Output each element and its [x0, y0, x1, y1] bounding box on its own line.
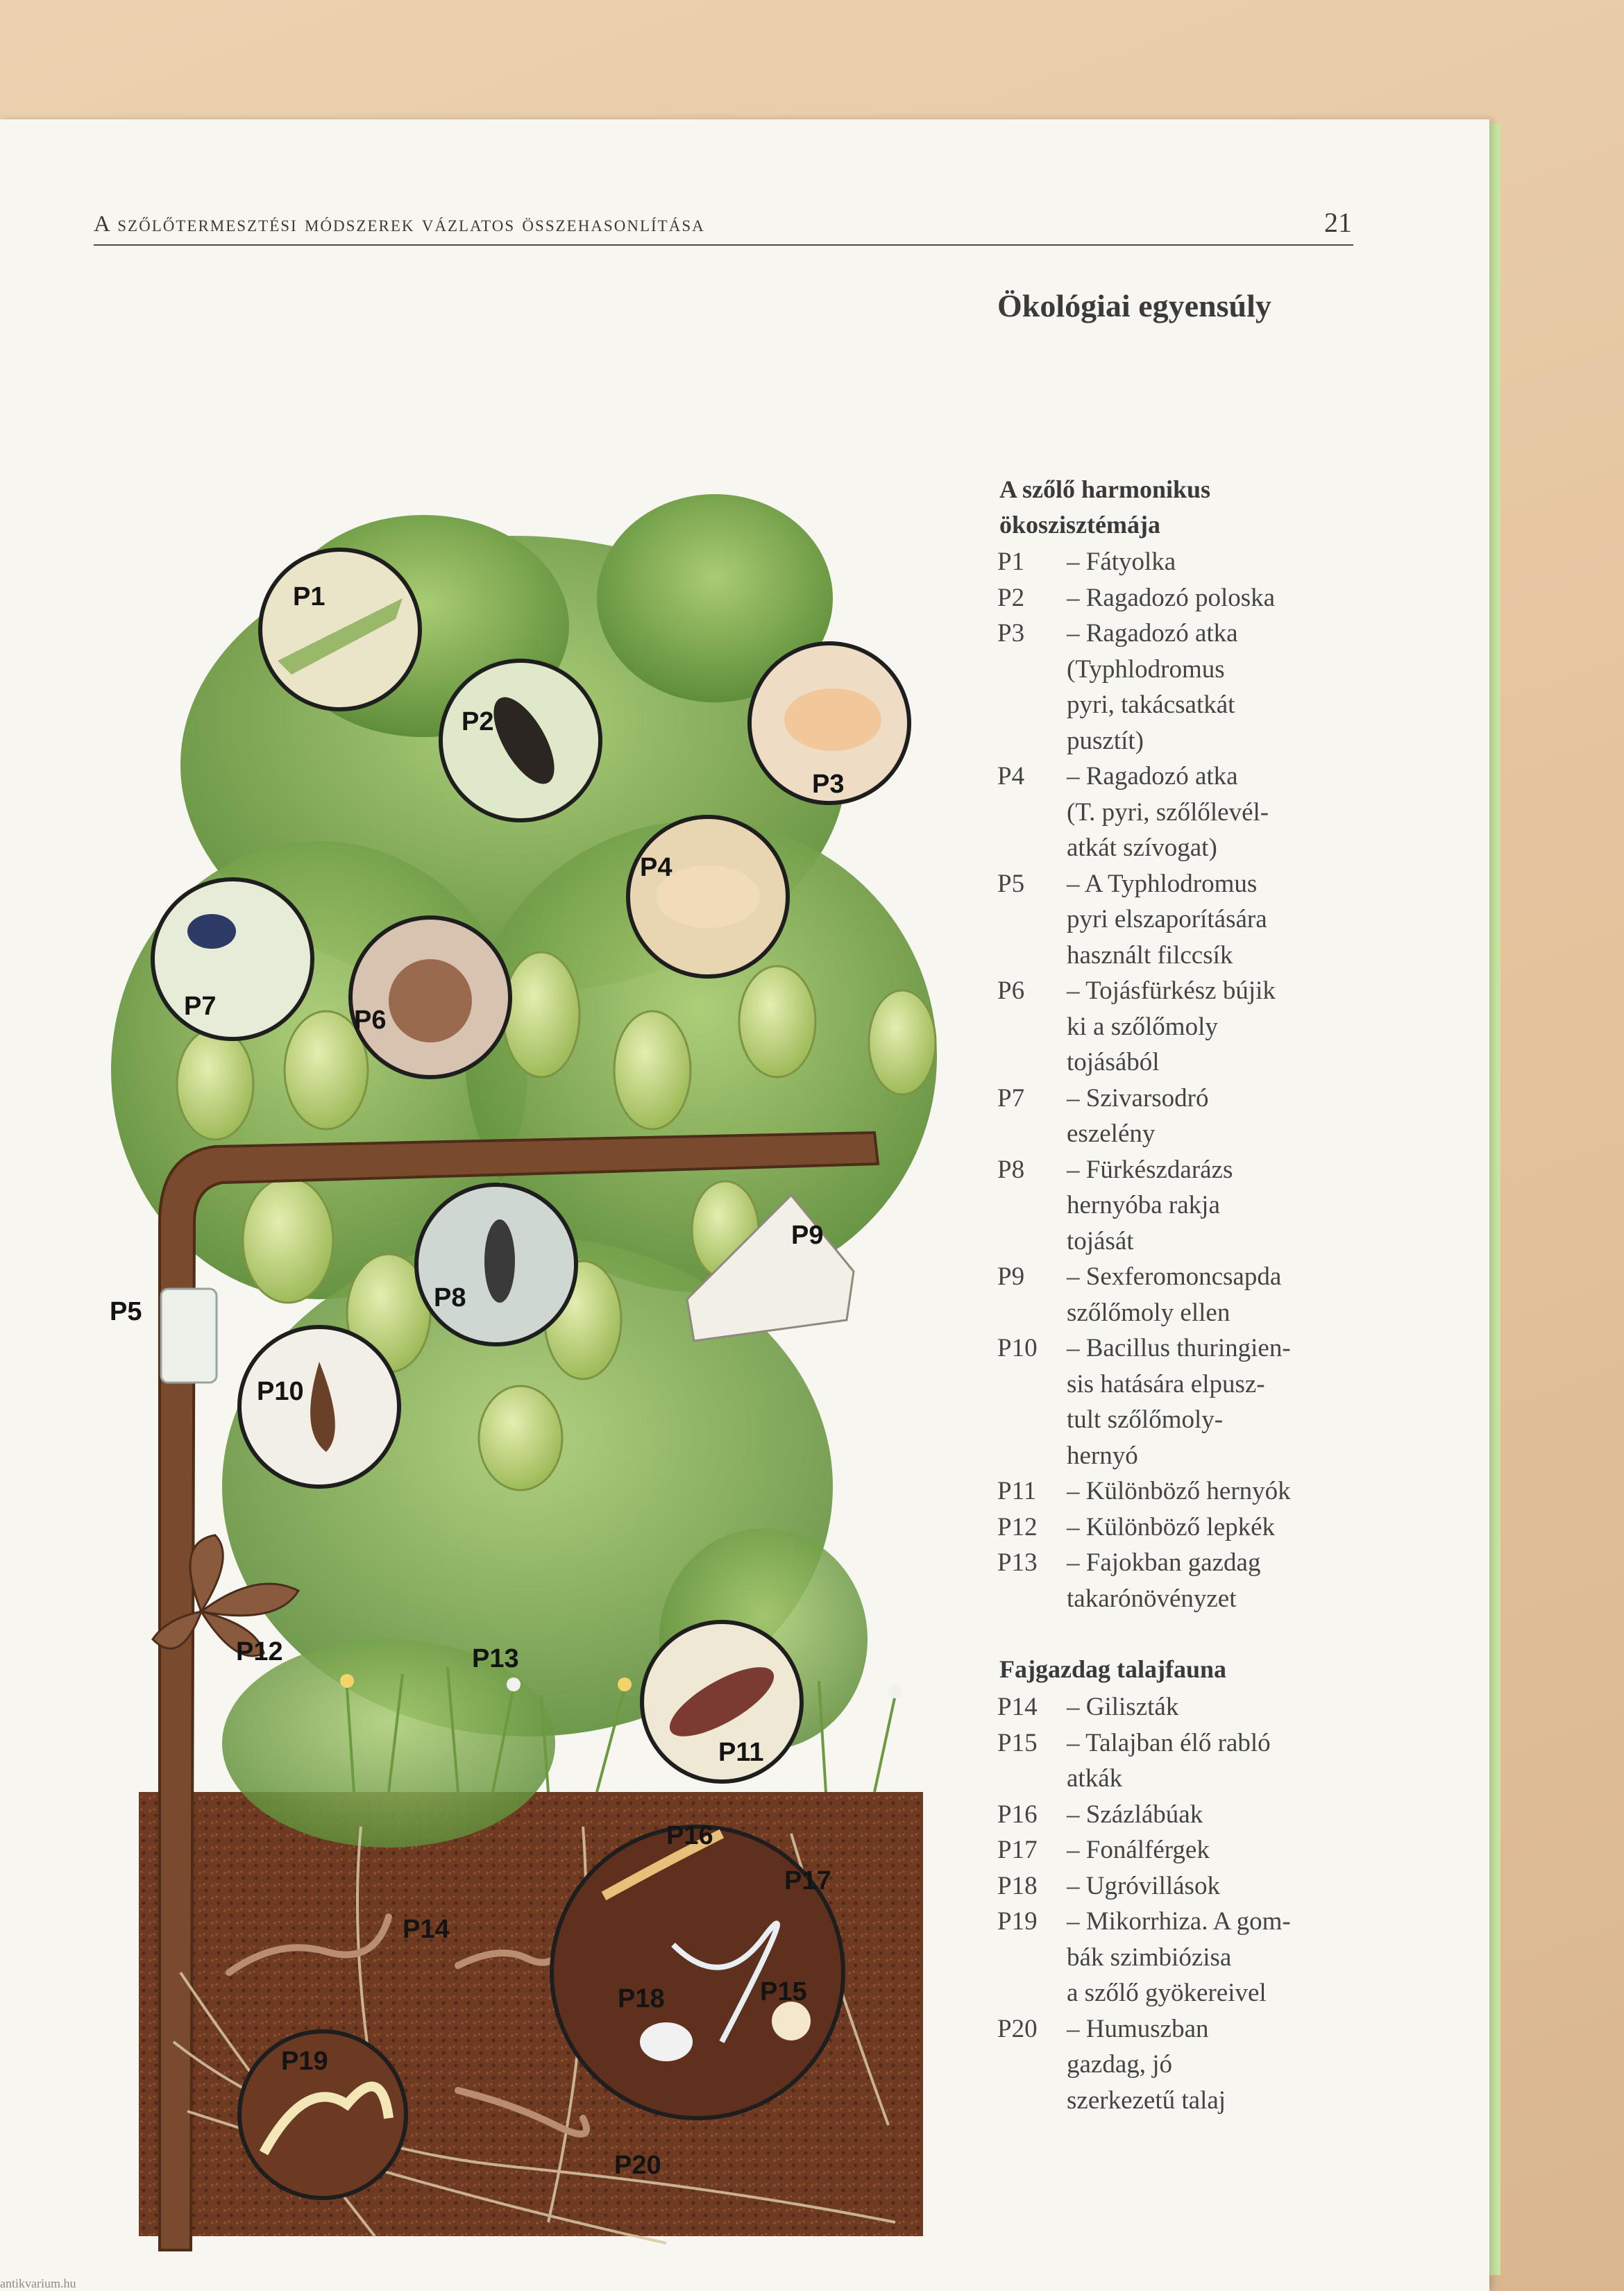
- legend-heading-1: [999, 472, 1210, 543]
- legend-code: P2: [997, 583, 1025, 612]
- legend-code: P3: [997, 619, 1025, 648]
- legend-description: [1067, 1330, 1386, 1473]
- legend-description-line: – Ugróvillások: [1067, 1871, 1220, 1900]
- legend-code: P11: [997, 1477, 1037, 1505]
- legend-item: [997, 759, 1386, 866]
- running-header: [94, 207, 1353, 246]
- legend-description: [1067, 1689, 1386, 1725]
- legend-item: [997, 1689, 1386, 1725]
- legend-description-line: (Typhlodromus: [1067, 654, 1225, 684]
- legend-description: [1067, 1832, 1386, 1868]
- label-p20: P20: [614, 2151, 661, 2180]
- label-p13: P13: [472, 1644, 519, 1673]
- legend-description: [1067, 1904, 1386, 2011]
- egg-parasitoid-icon: [389, 959, 472, 1042]
- felt-strip-band: [161, 1289, 217, 1383]
- label-p10: P10: [257, 1377, 304, 1406]
- legend-description: [1067, 2011, 1386, 2119]
- label-p4: P4: [640, 853, 673, 882]
- legend-description-line: a szőlő gyökereivel: [1067, 1979, 1267, 2007]
- legend-item: [997, 1797, 1386, 1833]
- legend-item: [997, 616, 1386, 759]
- label-p17: P17: [784, 1866, 831, 1895]
- legend-code: P15: [997, 1728, 1038, 1757]
- weevil-icon: [187, 914, 236, 949]
- label-p8: P8: [434, 1283, 466, 1312]
- vineyard-ecosystem-illustration: [97, 446, 944, 2257]
- label-p15: P15: [760, 1977, 807, 2006]
- legend-code: P1: [997, 548, 1025, 576]
- legend-description-line: atkák: [1067, 1764, 1123, 1793]
- legend-description-line: tojását: [1067, 1226, 1134, 1256]
- legend-description-line: gazdag, jó: [1067, 2050, 1173, 2079]
- legend-description-line: – Giliszták: [1067, 1693, 1179, 1721]
- legend-heading-2: [999, 1652, 1226, 1687]
- legend-description-line: hernyó: [1067, 1441, 1138, 1470]
- legend-description: [1067, 616, 1386, 759]
- legend-description-line: szőlőmoly ellen: [1067, 1298, 1230, 1327]
- legend-code: P10: [997, 1334, 1038, 1362]
- legend-item: [997, 1545, 1386, 1616]
- legend-description-line: pusztít): [1067, 726, 1144, 755]
- legend-code: P12: [997, 1512, 1038, 1541]
- legend-code: P16: [997, 1800, 1038, 1829]
- legend-code: P19: [997, 1907, 1038, 1936]
- legend-item: [997, 580, 1386, 616]
- legend-item: [997, 1868, 1386, 1904]
- legend-description-line: – Különböző lepkék: [1067, 1512, 1276, 1541]
- legend-description: [1067, 1081, 1386, 1152]
- legend-code: P13: [997, 1548, 1038, 1577]
- legend-item: [997, 1330, 1386, 1473]
- legend-description: [1067, 1797, 1386, 1833]
- legend-description-line: – Humuszban: [1067, 2014, 1209, 2043]
- legend-description-line: szerkezetű talaj: [1067, 2086, 1226, 2115]
- soil-mite-icon: [772, 2002, 811, 2040]
- label-p18: P18: [618, 1984, 665, 2013]
- legend-description-line: – Ragadozó atka: [1067, 619, 1238, 648]
- label-p14: P14: [403, 1915, 450, 1944]
- legend-description: [1067, 580, 1386, 616]
- springtail-icon: [640, 2022, 693, 2061]
- legend-code: P7: [997, 1083, 1025, 1113]
- legend-item: [997, 1473, 1386, 1510]
- legend-item: [997, 1904, 1386, 2011]
- legend-description: [1067, 1473, 1386, 1510]
- legend-description: [1067, 1510, 1386, 1546]
- legend-description-line: használt filccsík: [1067, 940, 1233, 970]
- legend-description-line: – A Typhlodromus: [1067, 869, 1258, 898]
- legend-description-line: – Fürkészdarázs: [1067, 1155, 1233, 1184]
- legend-code: P4: [997, 762, 1025, 791]
- legend-description-line: – Fajokban gazdag: [1067, 1548, 1261, 1577]
- legend-description-line: – Tojásfürkész bújik: [1067, 977, 1276, 1005]
- label-p5: P5: [110, 1297, 142, 1326]
- legend-description: [1067, 1868, 1386, 1904]
- legend-description-line: bák szimbiózisa: [1067, 1943, 1232, 1972]
- legend-description-line: – Szivarsodró: [1067, 1083, 1209, 1113]
- wasp-icon: [484, 1219, 515, 1303]
- legend-description-line: pyri elszaporítására: [1067, 905, 1267, 933]
- legend-item: [997, 866, 1386, 974]
- legend-list-2: [997, 1689, 1386, 2118]
- label-p3: P3: [812, 770, 845, 799]
- legend-description-line: sis hatására elpusz-: [1067, 1369, 1265, 1398]
- legend-code: P17: [997, 1836, 1038, 1864]
- legend-list-1: [997, 544, 1386, 1616]
- legend-description: [1067, 1545, 1386, 1616]
- legend-description-line: – Ragadozó atka: [1067, 762, 1238, 791]
- legend-description: [1067, 1725, 1386, 1797]
- label-p12: P12: [236, 1637, 283, 1666]
- legend-description-line: – Fátyolka: [1067, 548, 1176, 576]
- legend-code: P14: [997, 1693, 1038, 1721]
- legend-description-line: atkát szívogat): [1067, 834, 1217, 862]
- label-p9: P9: [791, 1221, 824, 1250]
- page-number: 21: [1324, 207, 1352, 238]
- legend-item: [997, 1725, 1386, 1797]
- label-p2: P2: [462, 707, 494, 736]
- legend-description-line: tojásából: [1067, 1048, 1160, 1076]
- legend-description: [1067, 866, 1386, 974]
- legend-description: [1067, 1259, 1386, 1330]
- legend-description-line: – Sexferomoncsapda: [1067, 1262, 1282, 1291]
- section-title: Ökológiai egyensúly: [997, 288, 1271, 323]
- label-p16: P16: [666, 1821, 713, 1850]
- legend-description-line: (T. pyri, szőlőlevél-: [1067, 797, 1269, 827]
- label-p11: P11: [718, 1738, 764, 1767]
- running-header-title: A szőlőtermesztési módszerek vázlatos összehasonlítása: [94, 212, 705, 237]
- legend-heading-1-line2: ökoszisztémája: [999, 511, 1160, 539]
- legend-description: [1067, 759, 1386, 866]
- legend-item: [997, 1510, 1386, 1546]
- legend-heading-2-line1: Fajgazdag talajfauna: [999, 1655, 1226, 1683]
- legend-description-line: – Mikorrhiza. A gom-: [1067, 1907, 1291, 1936]
- legend-description-line: – Százlábúak: [1067, 1800, 1203, 1829]
- legend-description-line: hernyóba rakja: [1067, 1191, 1220, 1219]
- legend-item: [997, 1152, 1386, 1260]
- legend-description: [1067, 1152, 1386, 1260]
- legend-code: P18: [997, 1871, 1038, 1900]
- legend-description-line: ki a szőlőmoly: [1067, 1012, 1218, 1041]
- legend-description-line: eszelény: [1067, 1119, 1156, 1148]
- legend-item: [997, 2011, 1386, 2119]
- legend-item: [997, 544, 1386, 580]
- label-p7: P7: [184, 992, 217, 1021]
- legend-description-line: – Fonálférgek: [1067, 1836, 1210, 1864]
- legend-description-line: – Ragadozó poloska: [1067, 583, 1276, 612]
- legend-description-line: – Bacillus thuringien-: [1067, 1334, 1291, 1362]
- label-p6: P6: [354, 1006, 387, 1035]
- legend-description-line: takarónövényzet: [1067, 1584, 1237, 1613]
- predatory-mite-icon: [784, 688, 881, 751]
- label-p1: P1: [293, 582, 325, 611]
- legend-item: [997, 1259, 1386, 1330]
- label-p19: P19: [281, 2047, 328, 2076]
- legend-description-line: pyri, takácsatkát: [1067, 691, 1235, 719]
- legend-code: P9: [997, 1262, 1025, 1291]
- legend-description: [1067, 544, 1386, 580]
- book-page: [0, 119, 1489, 2291]
- legend-code: P6: [997, 977, 1025, 1005]
- legend-description: [1067, 973, 1386, 1081]
- legend-item: [997, 973, 1386, 1081]
- legend-item: [997, 1832, 1386, 1868]
- legend-description-line: – Talajban élő rabló: [1067, 1728, 1271, 1757]
- legend-code: P8: [997, 1155, 1025, 1184]
- legend-heading-1-line1: A szőlő harmonikus: [999, 475, 1211, 503]
- legend-description-line: tult szőlőmoly-: [1067, 1405, 1224, 1434]
- watermark: antikvarium.hu: [0, 2276, 76, 2290]
- legend-code: P20: [997, 2014, 1038, 2043]
- legend-code: P5: [997, 869, 1025, 898]
- legend-item: [997, 1081, 1386, 1152]
- legend-description-line: – Különböző hernyók: [1067, 1477, 1291, 1505]
